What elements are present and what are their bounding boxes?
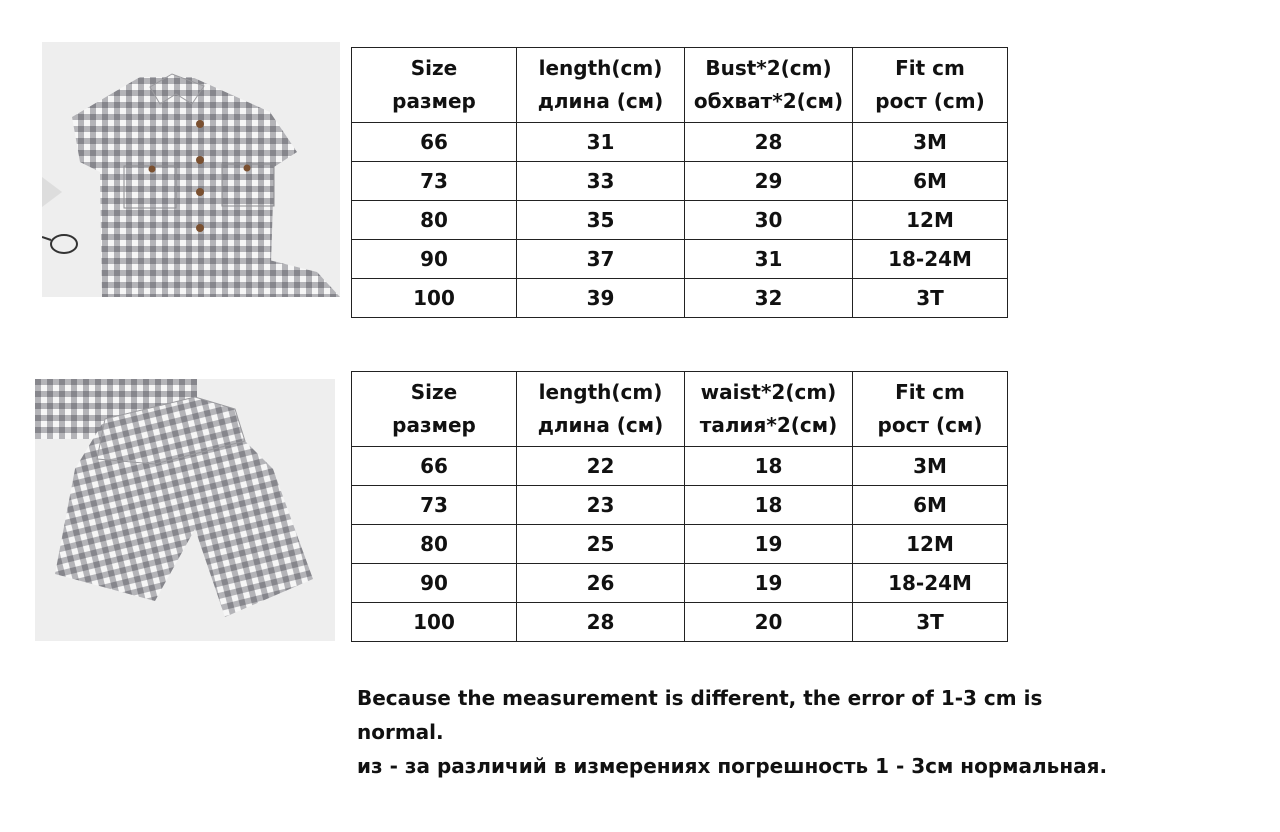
cell-bust: 28: [685, 123, 853, 162]
cell-size: 100: [352, 603, 517, 642]
header-en: Bust*2(cm): [705, 56, 832, 80]
header-ru: размер: [392, 89, 476, 113]
header-cell-size: [352, 48, 517, 123]
header-ru: рост (см): [877, 413, 983, 437]
table-header-row: [352, 372, 1008, 447]
header-cell-bust: [685, 48, 853, 123]
cell-length: 26: [517, 564, 685, 603]
header-cell-length: [517, 372, 685, 447]
cell-bust: 32: [685, 279, 853, 318]
table-row: [352, 486, 1008, 525]
cell-waist: 18: [685, 447, 853, 486]
header-ru: рост (cm): [875, 89, 985, 113]
cell-size: 80: [352, 525, 517, 564]
table-row: [352, 162, 1008, 201]
cell-bust: 31: [685, 240, 853, 279]
cell-waist: 20: [685, 603, 853, 642]
cell-size: 100: [352, 279, 517, 318]
header-cell-waist: [685, 372, 853, 447]
table-row: [352, 201, 1008, 240]
cell-waist: 19: [685, 564, 853, 603]
header-ru: обхват*2(см): [693, 89, 844, 113]
shirt-photo: [42, 42, 340, 297]
cell-fit: 18-24M: [853, 564, 1008, 603]
cell-length: 35: [517, 201, 685, 240]
shirt-size-table: [351, 47, 1008, 318]
header-ru: размер: [392, 413, 476, 437]
shorts-size-table: [351, 371, 1008, 642]
header-cell-fit: [853, 372, 1008, 447]
cell-fit: 18-24M: [853, 240, 1008, 279]
table-row: [352, 240, 1008, 279]
cell-length: 23: [517, 486, 685, 525]
header-ru: длина (см): [537, 89, 664, 113]
note-russian: из - за различий в измерениях погрешность 1 - 3см нормальная.: [357, 754, 1108, 778]
header-ru: длина (см): [537, 413, 664, 437]
cell-size: 90: [352, 240, 517, 279]
table-header-row: [352, 48, 1008, 123]
header-en: Size: [410, 56, 458, 80]
cell-fit: 12M: [853, 201, 1008, 240]
header-cell-length: [517, 48, 685, 123]
cell-size: 90: [352, 564, 517, 603]
table-row: [352, 564, 1008, 603]
cell-length: 28: [517, 603, 685, 642]
cell-length: 33: [517, 162, 685, 201]
cell-length: 39: [517, 279, 685, 318]
table-row: [352, 447, 1008, 486]
measurement-note: [357, 681, 1117, 783]
table-row: [352, 603, 1008, 642]
cell-size: 73: [352, 162, 517, 201]
cell-waist: 19: [685, 525, 853, 564]
cell-length: 22: [517, 447, 685, 486]
header-en: Size: [410, 380, 458, 404]
cell-fit: 3M: [853, 447, 1008, 486]
cell-fit: 6M: [853, 162, 1008, 201]
header-en: length(cm): [538, 56, 663, 80]
header-en: waist*2(cm): [700, 380, 837, 404]
cell-size: 80: [352, 201, 517, 240]
cell-length: 37: [517, 240, 685, 279]
cell-fit: 3T: [853, 603, 1008, 642]
cell-length: 25: [517, 525, 685, 564]
note-english: Because the measurement is different, the error of 1-3 cm is normal.: [357, 686, 1043, 744]
header-cell-size: [352, 372, 517, 447]
cell-fit: 12M: [853, 525, 1008, 564]
header-ru: талия*2(см): [699, 413, 838, 437]
header-en: Fit cm: [895, 56, 965, 80]
cell-size: 66: [352, 447, 517, 486]
cell-bust: 30: [685, 201, 853, 240]
cell-length: 31: [517, 123, 685, 162]
header-cell-fit: [853, 48, 1008, 123]
cell-fit: 3T: [853, 279, 1008, 318]
header-en: length(cm): [538, 380, 663, 404]
header-en: Fit cm: [895, 380, 965, 404]
cell-bust: 29: [685, 162, 853, 201]
cell-fit: 6M: [853, 486, 1008, 525]
table-row: [352, 525, 1008, 564]
shorts-photo: [35, 379, 335, 641]
cell-size: 73: [352, 486, 517, 525]
cell-size: 66: [352, 123, 517, 162]
cell-waist: 18: [685, 486, 853, 525]
table-row: [352, 279, 1008, 318]
cell-fit: 3M: [853, 123, 1008, 162]
table-row: [352, 123, 1008, 162]
